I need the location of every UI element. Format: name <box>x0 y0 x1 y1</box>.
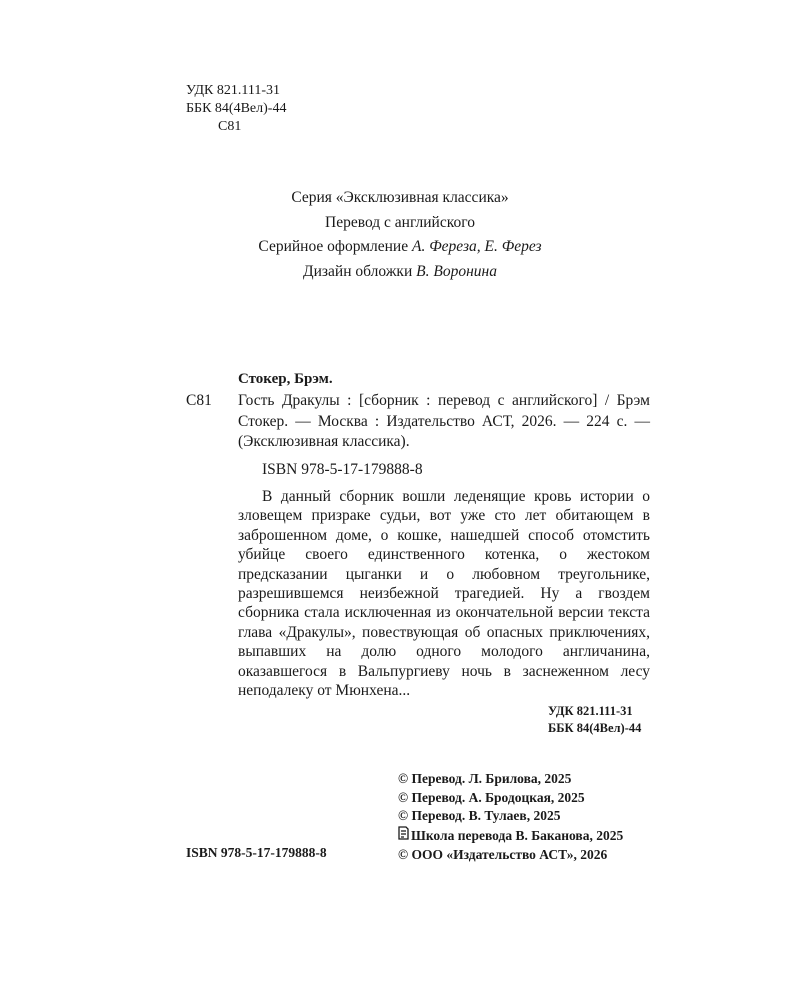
footer-codes <box>548 703 641 737</box>
cover-name: В. Воронина <box>416 262 497 280</box>
copyright-line: © ООО «Издательство АСТ», 2026 <box>398 846 608 862</box>
copyright-line: © Перевод. А. Бродоцкая, 2025 <box>398 789 585 805</box>
cover-label: Дизайн обложки <box>303 262 413 280</box>
design-names: А. Фереза, Е. Ферез <box>411 238 542 255</box>
copyright-line: © Перевод. Л. Брилова, 2025 <box>398 771 572 786</box>
copyright-line-school <box>398 826 623 846</box>
isbn-entry: ISBN 978-5-17-179888-8 <box>262 461 423 478</box>
school-copyright-text: Школа перевода В. Баканова, 2025 <box>411 828 624 844</box>
translation-note: Перевод с английского <box>325 213 475 231</box>
design-label: Серийное оформление <box>258 238 409 255</box>
cutter-mark: С81 <box>186 392 212 409</box>
copyright-line: © Перевод. В. Тулаев, 2025 <box>398 808 561 824</box>
bibliographic-description: Гость Дракулы : [сборник : перевод с английского] / Брэм Стокер. — Москва : Издательство АСТ, 2026. — 224 с. — (Эксклюзивная классика). <box>238 392 650 450</box>
school-logo-icon <box>398 826 411 846</box>
bbk-code: ББК 84(4Вел)-44 <box>186 101 287 116</box>
udk-code: УДК 821.111-31 <box>186 83 281 98</box>
footer-udk: УДК 821.111-31 <box>548 704 633 718</box>
series-title: Серия «Эксклюзивная классика» <box>291 189 509 206</box>
bottom-isbn: ISBN 978-5-17-179888-8 <box>186 845 327 860</box>
series-block <box>0 186 800 284</box>
cover-design-line <box>0 260 800 285</box>
cutter-code: С81 <box>218 119 242 134</box>
header-codes <box>186 82 286 136</box>
copyright-block <box>398 770 623 865</box>
author-heading: Стокер, Брэм. <box>238 371 333 387</box>
series-design-line <box>0 235 800 260</box>
annotation: В данный сборник вошли леденящие кровь истории о зловещем призраке судьи, вот уже сто лет обитающем в заброшенном доме, о кошке, нашедшей способ отомстить убийце своего единственного котенка, о жестоком предсказании цыганки и о любовном треугольнике, разрешившемся неизбежной трагедией. Ну а гвоздем сборника стала исключенная из окончательной версии текста глава «Дракулы», повествующая об опасных приключениях, выпавших на долю одного молодого англичанина, оказавшегося в Вальпургиеву ночь в заснеженном лесу неподалеку от Мюнхена... <box>238 488 650 700</box>
footer-bbk: ББК 84(4Вел)-44 <box>548 721 642 735</box>
